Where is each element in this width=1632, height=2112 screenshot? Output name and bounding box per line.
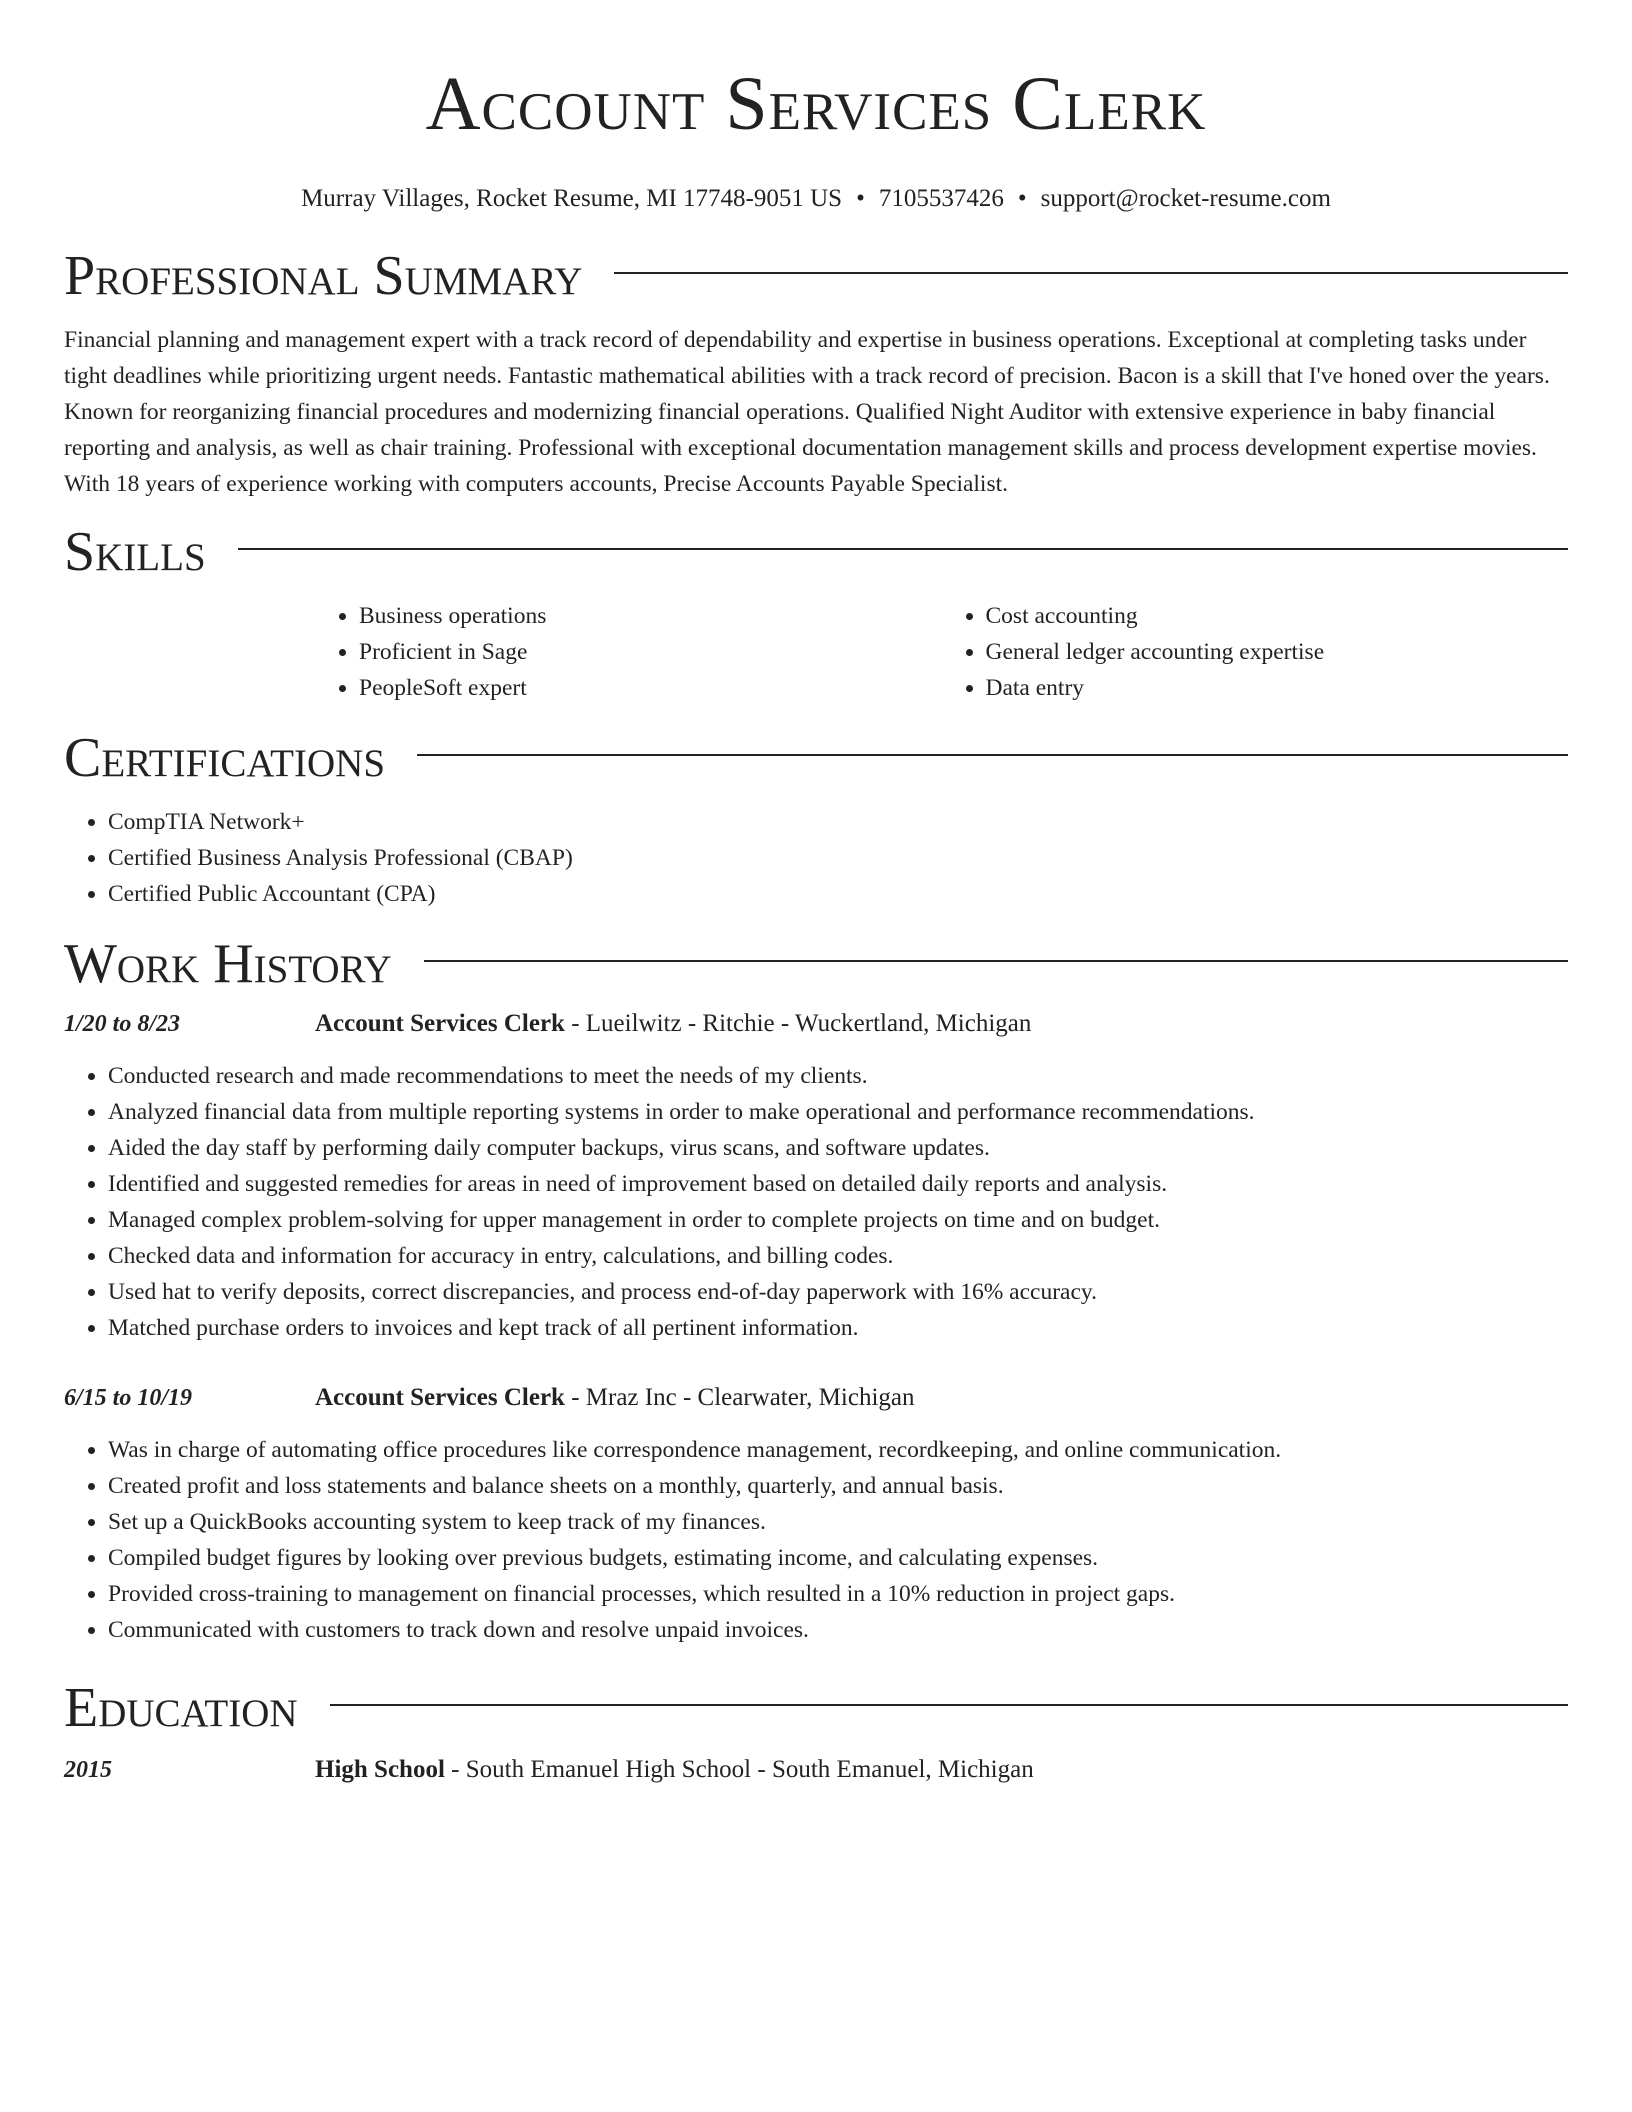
skill-item: • General ledger accounting expertise xyxy=(986,634,1569,670)
education-year: 2015 xyxy=(64,1757,112,1783)
work-history-header xyxy=(64,932,1568,996)
education-section xyxy=(64,1676,1568,1788)
job-dates: 6/15 to 10/19 xyxy=(64,1385,193,1411)
education-info xyxy=(315,1752,1034,1788)
skills-right-list xyxy=(942,598,1569,706)
job-entry xyxy=(64,1006,1568,1346)
contact-address: Murray Villages, Rocket Resume, MI 17748-9051 US xyxy=(301,185,843,212)
skill-item: • PeopleSoft expert xyxy=(359,670,942,706)
summary-header xyxy=(64,244,1568,308)
work-history-section xyxy=(64,932,1568,1648)
skill-item: • Proficient in Sage xyxy=(359,634,942,670)
certification-item: • CompTIA Network+ xyxy=(108,804,1568,840)
job-bullet: • Analyzed financial data from multiple reporting systems in order to make operational and performance recommendations. xyxy=(108,1094,1568,1130)
job-bullet: • Compiled budget figures by looking over previous budgets, estimating income, and calculating expenses. xyxy=(108,1540,1568,1576)
section-divider xyxy=(238,548,1568,550)
skill-item: • Business operations xyxy=(359,598,942,634)
section-divider xyxy=(614,272,1568,274)
section-divider xyxy=(330,1704,1568,1706)
certifications-header xyxy=(64,726,1568,790)
job-bullet: • Created profit and loss statements and balance sheets on a monthly, quarterly, and annual basis. xyxy=(108,1468,1568,1504)
contact-email: support@rocket-resume.com xyxy=(1040,185,1331,212)
job-heading xyxy=(64,1380,1568,1416)
section-divider xyxy=(417,754,1568,756)
job-title: Account Services Clerk xyxy=(315,1010,565,1037)
job-bullet: • Matched purchase orders to invoices and kept track of all pertinent information. xyxy=(108,1310,1568,1346)
skills-left-list xyxy=(315,598,942,706)
education-degree: High School xyxy=(315,1756,445,1783)
section-divider xyxy=(424,960,1568,962)
job-bullets xyxy=(64,1432,1568,1648)
summary-section xyxy=(64,244,1568,502)
contact-separator: • xyxy=(1017,185,1027,212)
skill-item: • Cost accounting xyxy=(986,598,1569,634)
job-bullets xyxy=(64,1058,1568,1346)
job-dates: 1/20 to 8/23 xyxy=(64,1011,181,1037)
certification-item: • Certified Public Accountant (CPA) xyxy=(108,876,1568,912)
resume-name: Account Services Clerk xyxy=(425,62,1207,146)
job-heading xyxy=(64,1006,1568,1042)
job-employer: - Mraz Inc - Clearwater, Michigan xyxy=(564,1384,915,1411)
certifications-list xyxy=(64,804,1568,912)
skills-section xyxy=(64,520,1568,706)
education-school: - South Emanuel High School - South Emanuel, Michigan xyxy=(444,1756,1034,1783)
job-employer: - Lueilwitz - Ritchie - Wuckertland, Michigan xyxy=(564,1010,1032,1037)
certifications-section xyxy=(64,726,1568,912)
job-bullet: • Was in charge of automating office procedures like correspondence management, recordkeeping, and online communication. xyxy=(108,1432,1568,1468)
job-bullet: • Set up a QuickBooks accounting system to keep track of my finances. xyxy=(108,1504,1568,1540)
work-history-title: Work History xyxy=(64,933,392,995)
summary-title: Professional Summary xyxy=(64,245,583,307)
contact-line xyxy=(64,184,1568,214)
education-header xyxy=(64,1676,1568,1740)
job-bullet: • Used hat to verify deposits, correct discrepancies, and process end-of-day paperwork with 16% accuracy. xyxy=(108,1274,1568,1310)
job-title: Account Services Clerk xyxy=(315,1384,565,1411)
job-info xyxy=(315,1380,915,1416)
education-entry xyxy=(64,1752,1568,1788)
skills-grid xyxy=(315,598,1568,706)
summary-text: Financial planning and management expert with a track record of dependability and expertise in business operations. Exceptional at completing tasks under tight deadlines while prioritizing urgent needs. Fantastic mathematical abilities with a track record of precision. Bacon is a skill that I've honed over the years. Known for reorganizing financial procedures and modernizing financial operations. Qualified Night Auditor with extensive experience in baby financial reporting and analysis, as well as chair training. Professional with exceptional documentation management skills and process development expertise movies. With 18 years of experience working with computers accounts, Precise Accounts Payable Specialist. xyxy=(64,327,1550,497)
certifications-title: Certifications xyxy=(64,727,386,789)
job-bullet: • Communicated with customers to track down and resolve unpaid invoices. xyxy=(108,1612,1568,1648)
job-bullet: • Conducted research and made recommendations to meet the needs of my clients. xyxy=(108,1058,1568,1094)
skill-item: • Data entry xyxy=(986,670,1569,706)
skills-header xyxy=(64,520,1568,584)
education-title: Education xyxy=(64,1677,298,1739)
skills-title: Skills xyxy=(64,521,206,583)
job-info xyxy=(315,1006,1031,1042)
contact-separator: • xyxy=(856,185,865,212)
job-bullet: • Checked data and information for accuracy in entry, calculations, and billing codes. xyxy=(108,1238,1568,1274)
contact-phone: 7105537426 xyxy=(878,185,1004,212)
job-bullet: • Aided the day staff by performing daily computer backups, virus scans, and software updates. xyxy=(108,1130,1568,1166)
job-bullet: • Identified and suggested remedies for areas in need of improvement based on detailed daily reports and analysis. xyxy=(108,1166,1568,1202)
job-entry xyxy=(64,1380,1568,1648)
job-bullet: • Provided cross-training to management on financial processes, which resulted in a 10% reduction in project gaps. xyxy=(108,1576,1568,1612)
job-bullet: • Managed complex problem-solving for upper management in order to complete projects on time and on budget. xyxy=(108,1202,1568,1238)
certification-item: • Certified Business Analysis Professional (CBAP) xyxy=(108,840,1568,876)
